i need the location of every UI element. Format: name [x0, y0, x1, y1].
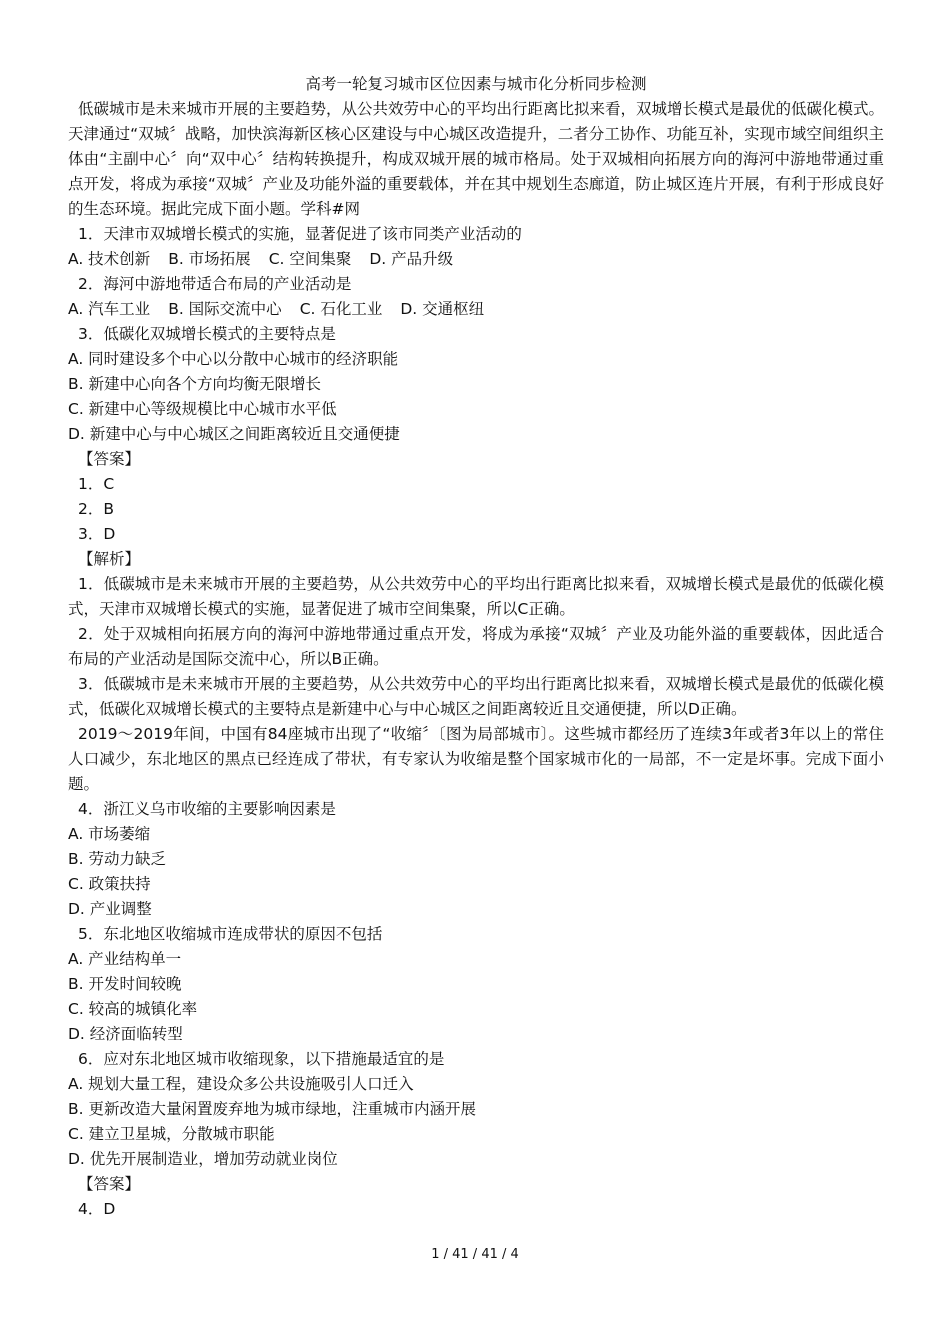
answer-2: 2．B	[78, 500, 114, 518]
option-3d: D. 新建中心与中心城区之间距离较近且交通便捷	[68, 425, 400, 443]
question-3-stem: 3．低碳化双城增长模式的主要特点是	[78, 325, 336, 343]
page-footer: 1 / 41 / 41 / 4	[431, 1247, 519, 1262]
option-4d: D. 产业调整	[68, 900, 152, 918]
option-1d: D. 产品升级	[369, 250, 454, 268]
option-1c: C. 空间集聚	[268, 250, 352, 268]
option-6a: A. 规划大量工程，建设众多公共设施吸引人口迁入	[68, 1075, 414, 1093]
question-1-stem: 1．天津市双城增长模式的实施，显著促进了该市同类产业活动的	[78, 225, 522, 243]
analysis-1: 1．低碳城市是未来城市开展的主要趋势，从公共效劳中心的平均出行距离比拟来看，双城增长模式是最优的低碳化模式，天津市双城增长模式的实施，显著促进了城市空间集聚，所以C正确。	[68, 575, 884, 618]
document-page	[68, 72, 884, 1222]
option-5d: D. 经济面临转型	[68, 1025, 183, 1043]
option-6d: D. 优先开展制造业，增加劳动就业岗位	[68, 1150, 338, 1168]
option-5c: C. 较高的城镇化率	[68, 1000, 198, 1018]
option-3b: B. 新建中心向各个方向均衡无限增长	[68, 375, 321, 393]
option-4c: C. 政策扶持	[68, 875, 151, 893]
option-1b: B. 市场拓展	[168, 250, 251, 268]
analysis-3: 3．低碳城市是未来城市开展的主要趋势，从公共效劳中心的平均出行距离比拟来看，双城增长模式是最优的低碳化模式，低碳化双城增长模式的主要特点是新建中心与中心城区之间距离较近且交通便捷，所以D正确。	[68, 675, 884, 718]
option-4b: B. 劳动力缺乏	[68, 850, 166, 868]
analysis-label: 【解析】	[78, 550, 141, 568]
passage-2: 2019～2019年间，中国有84座城市出现了“收缩〞〔图为局部城市〕。这些城市都经历了连续3年或者3年以上的常住人口减少，东北地区的黑点已经连成了带状，有专家认为收缩是整个国家城市化的一局部，不一定是坏事。完成下面小题。	[68, 725, 884, 793]
option-5a: A. 产业结构单一	[68, 950, 182, 968]
passage-1: 低碳城市是未来城市开展的主要趋势，从公共效劳中心的平均出行距离比拟来看，双城增长模式是最优的低碳化模式。天津通过“双城〞战略，加快滨海新区核心区建设与中心城区改造提升，二者分工协作、功能互补，实现市域空间组织主体由“主副中心〞向“双中心〞结构转换提升，构成双城开展的城市格局。处于双城相向拓展方向的海河中游地带通过重点开发，将成为承接“双城〞产业及功能外溢的重要载体，并在其中规划生态廊道，防止城区连片开展，有利于形成良好的生态环境。据此完成下面小题。学科#网	[68, 100, 885, 218]
option-2c: C. 石化工业	[299, 300, 383, 318]
option-3a: A. 同时建设多个中心以分散中心城市的经济职能	[68, 350, 399, 368]
analysis-2: 2．处于双城相向拓展方向的海河中游地带通过重点开发，将成为承接“双城〞产业及功能外溢的重要载体，因此适合布局的产业活动是国际交流中心，所以B正确。	[68, 625, 884, 668]
question-6-stem: 6．应对东北地区城市收缩现象，以下措施最适宜的是	[78, 1050, 445, 1068]
answer-3: 3．D	[78, 525, 116, 543]
question-2-options	[68, 297, 884, 322]
option-1a: A. 技术创新	[68, 250, 151, 268]
answer-label-2: 【答案】	[78, 1175, 141, 1193]
question-5-stem: 5．东北地区收缩城市连成带状的原因不包括	[78, 925, 383, 943]
answer-1: 1．C	[78, 475, 115, 493]
option-6c: C. 建立卫星城，分散城市职能	[68, 1125, 275, 1143]
document-title: 高考一轮复习城市区位因素与城市化分析同步检测	[305, 75, 647, 93]
answer-4: 4．D	[78, 1200, 116, 1218]
question-2-stem: 2．海河中游地带适合布局的产业活动是	[78, 275, 352, 293]
option-2a: A. 汽车工业	[68, 300, 151, 318]
answer-label-1: 【答案】	[78, 450, 141, 468]
question-1-options	[68, 247, 884, 272]
option-4a: A. 市场萎缩	[68, 825, 151, 843]
question-4-stem: 4．浙江义乌市收缩的主要影响因素是	[78, 800, 336, 818]
option-2b: B. 国际交流中心	[168, 300, 282, 318]
option-6b: B. 更新改造大量闲置废弃地为城市绿地，注重城市内涵开展	[68, 1100, 476, 1118]
option-2d: D. 交通枢纽	[400, 300, 485, 318]
option-5b: B. 开发时间较晚	[68, 975, 182, 993]
option-3c: C. 新建中心等级规模比中心城市水平低	[68, 400, 337, 418]
